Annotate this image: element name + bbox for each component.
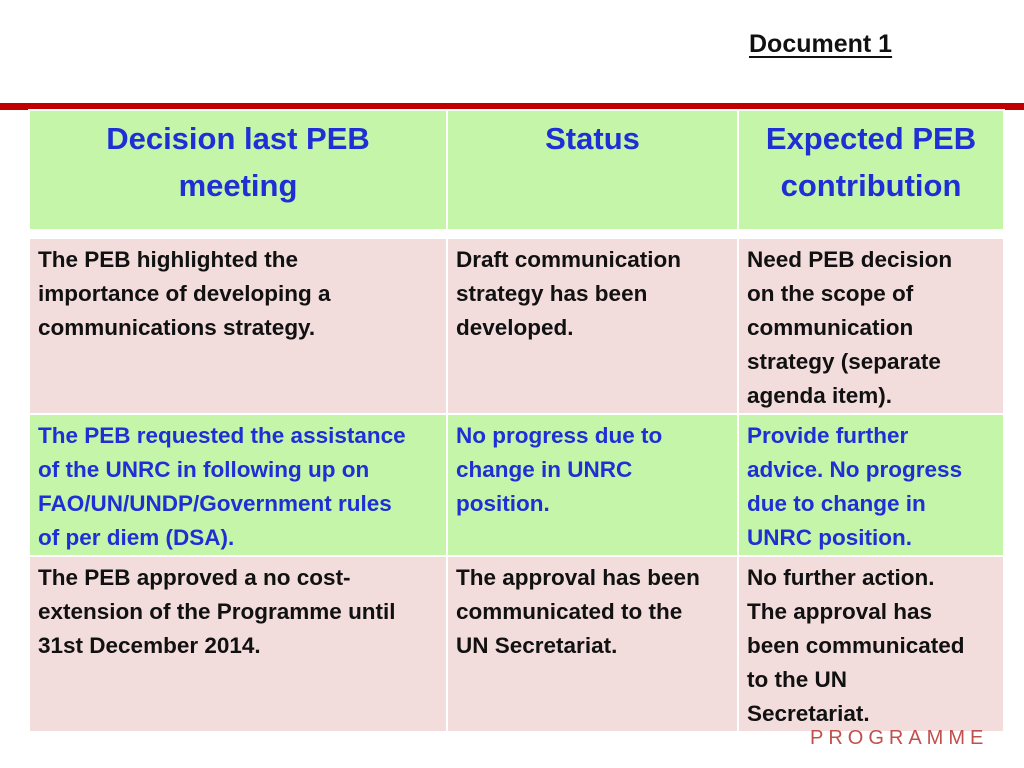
contribution-cell: No further action. The approval has been communicated to the UN Secretariat.	[738, 556, 1004, 732]
table-row	[29, 238, 1004, 414]
header-cell-expected-contribution: Expected PEB contribution	[738, 110, 1004, 230]
table-row	[29, 414, 1004, 556]
decisions-table-body	[28, 237, 1005, 733]
document-label: Document 1	[749, 30, 893, 58]
footer-programme-label: PROGRAMME	[810, 727, 989, 749]
decision-cell: The PEB highlighted the importance of developing a communications strategy.	[29, 238, 447, 414]
status-cell: No progress due to change in UNRC position.	[447, 414, 738, 556]
decision-cell: The PEB approved a no cost- extension of the Programme until 31st December 2014.	[29, 556, 447, 732]
decisions-table-header	[28, 109, 1005, 231]
table-row	[29, 556, 1004, 732]
decision-cell: The PEB requested the assistance of the UNRC in following up on FAO/UN/UNDP/Government rules of per diem (DSA).	[29, 414, 447, 556]
contribution-cell: Need PEB decision on the scope of communication strategy (separate agenda item).	[738, 238, 1004, 414]
contribution-cell: Provide further advice. No progress due to change in UNRC position.	[738, 414, 1004, 556]
header-cell-status: Status	[447, 110, 738, 230]
status-cell: Draft communication strategy has been developed.	[447, 238, 738, 414]
header-row	[29, 110, 1004, 230]
status-cell: The approval has been communicated to the UN Secretariat.	[447, 556, 738, 732]
header-cell-decision: Decision last PEB meeting	[29, 110, 447, 230]
